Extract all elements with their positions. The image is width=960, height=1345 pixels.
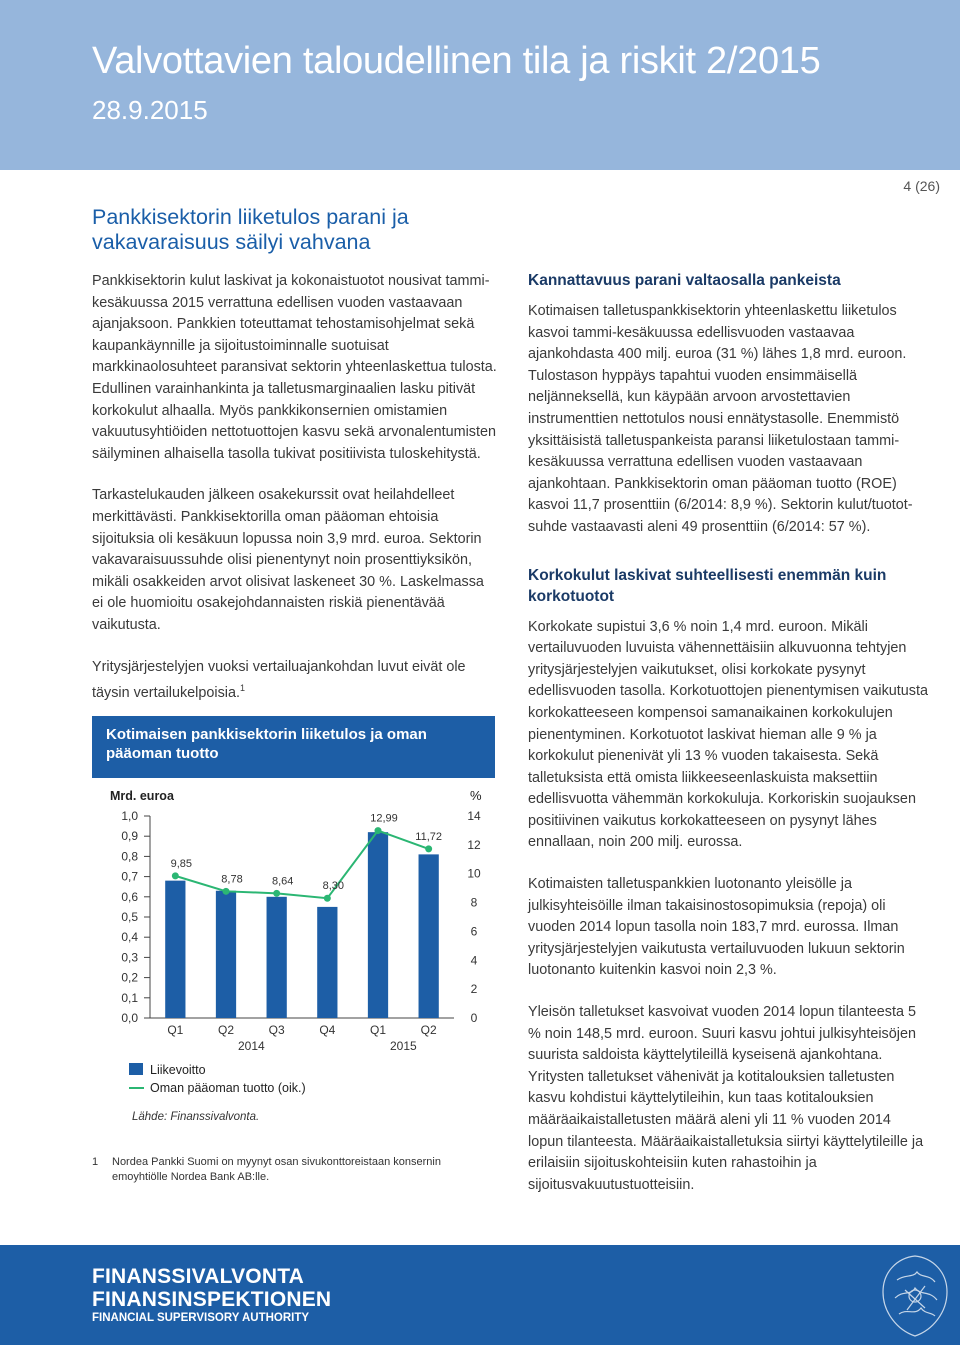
bar-q1-4 [368,832,388,1018]
right-axis-unit: % [470,788,482,803]
right-tick-label: 10 [467,866,481,881]
left-paragraph-1: Pankkisektorin kulut laskivat ja kokonaistuotot nousivat tammi-kesäkuussa 2015 verrattuna edellisen vuoden vastaavaan ajanjaksoon. Pankkien toteuttamat tehostamisohjelmat sekä kaupankäynnille ja sijoitustoiminnalle suotuisat markkinaolosuhteet paransivat sektorin yhteenlaskettua tulosta. Edullinen varainhankinta ja talletusmarginaalien lasku pitivät korkokulut alhaalla. Myös pankkikonsernien omistamien vakuutusyhtiöiden nettotuottojen kasvu sekä arvonalentumisten säilyminen alhaisella tasolla tukivat positiivista tuloskehitystä. [92,273,497,462]
left-tick-label: 0,0 [121,1011,138,1025]
footnote [92,1155,497,1185]
left-tick-label: 0,7 [121,869,138,884]
right-heading-1: Kannattavuus parani valtaosalla pankeista [528,272,841,289]
chart-title-box [92,716,495,778]
legend-bar-swatch [129,1063,143,1075]
roe-point [273,890,280,897]
document-title: Valvottavien taloudellinen tila ja riskit 2/2015 [92,40,821,82]
document-date: 28.9.2015 [92,95,208,125]
right-paragraph-1: Kotimaisen talletuspankkisektorin yhteenlaskettu liiketulos kasvoi tammi-kesäkuussa edellisvuoden vastaavaa ajankohdasta 400 milj. euroa (31 %) lähes 1,8 mrd. euroon. Tulostason hyppäys tapahtui vuoden ensimmäisellä neljänneksellä, kun käypään arvoon arvostettavien instrumenttien nettotulos nousi ennätystasolle. Enemmistö yksittäisistä talletuspankeista paransi liiketulostaan tammi-kesäkuussa verrattuna edellisen vuoden vastaavaan ajankohtaan. Pankkisektorin oman pääoman tuotto (ROE) kasvoi 11,7 prosenttiin (6/2014: 8,9 %). Sektorin kulut/tuotot-suhde vastaavasti aleni 49 prosenttiin (6/2014: 57 %). [528,303,913,535]
left-axis-unit: Mrd. euroa [110,789,174,803]
header-banner [0,0,960,170]
bar-q1-0 [165,881,185,1018]
left-tick-label: 1,0 [121,809,138,823]
left-paragraph-3 [92,657,497,705]
right-axis-ticks [467,809,481,1025]
left-tick-label: 0,9 [121,829,138,844]
roe-points [171,813,442,902]
right-tick-label: 0 [470,1011,478,1025]
right-tick-label: 2 [470,982,478,997]
left-paragraph-2: Tarkastelukauden jälkeen osakekurssit ovat heilahdelleet merkittävästi. Pankkisektorilla oman pääoman ehtoisia sijoituksia oli kesäkuun lopussa noin 3,9 mrd. euroa. Sektorin vakavaraisuussuhde olisi pienentynyt noin prosenttiyksikön, mikäli osakkeiden arvot olisivat laskeneet 30 %. Laskelmassa ei ole huomioitu osakejohdannaisten riskiä pienentävää vaikutusta. [92,487,484,633]
roe-data-label: 9,85 [170,857,193,870]
left-tick-label: 0,2 [121,970,138,985]
left-tick-label: 0,3 [121,950,138,965]
right-paragraph-2: Korkokate supistui 3,6 % noin 1,4 mrd. euroon. Mikäli vertailuvuoden luvuista vähennettäisiin alkuvuonna tehtyjen yritysjärjestelyjen vaikutukset, olisi korkokate pysynyt edellisvuoden tasolla. Korkotuottojen pienentymisen vaikutusta korkokatteeseen kompensoi samanaikainen korkokulujen pienentyminen. Korkotuotot laskivat hieman alle 9 % ja korkokulut pienenivät yli 13 % vuoden takaisesta. Sekä talletuksista että omista liikkeeseenlaskuista maksettiin edellisvuotta vähemmän korkokuluja. Korkoriskin suojauksen positiivinen vaikutus korkokatteeseen on pysynyt lähes ennallaan, noin 200 milj. eurossa. [528,618,928,851]
left-tick-label: 0,4 [121,930,138,945]
right-heading-2: Korkokulut laskivat suhteellisesti enemmän kuin korkotuotot [528,566,887,605]
right-tick-label: 12 [467,837,481,852]
right-paragraph-3: Kotimaisten talletuspankkien luotonanto yleisölle ja julkisyhteisöille ilman takaisinostosopimuksia (repoja) oli vuoden 2014 lopun tasolla noin 183,7 mrd. eurossa. Ilman yritysjärjestelyjen vaikutusta vertailuvuoden lukuun sektorin luotonanto kuitenkin kasvoi noin 2,3 %. [528,876,905,979]
page-number: 4 (26) [903,178,940,194]
legend-bar-label: Liikevoitto [150,1063,206,1077]
logo-text-en: FINANCIAL SUPERVISORY AUTHORITY [92,1312,310,1324]
logo-text-sv: FINANSINSPEKTIONEN [92,1288,332,1311]
right-tick-label: 14 [467,809,481,823]
roe-line [175,831,428,899]
left-tick-label: 0,8 [121,849,138,864]
roe-point [172,872,179,879]
lion-emblem-icon [875,1250,955,1342]
x-axis-labels [167,1023,437,1053]
roe-data-label: 11,72 [415,830,443,843]
footer-banner [0,1245,960,1345]
year-label: 2015 [389,1039,417,1053]
bar-series [165,832,439,1018]
roe-point [375,827,382,834]
x-tick-label: Q1 [369,1023,387,1037]
footnote-number: 1 [92,1156,99,1168]
x-tick-label: Q2 [420,1023,437,1037]
right-paragraph-4: Yleisön talletukset kasvoivat vuoden 2014 lopun tilanteesta 5 % noin 148,5 mrd. euroon. Suuri kasvu johtui julkisyhteisöjen suurista saldoista käyttelytileillä kyseisenä ajankohtana. Yritysten talletukset vähenivät ja kotitalouksien talletusten kasvu kohdistui käyttelytileihin, kun taas kotitalouksien määräaikaistalletusten määrä aleni yli 11 % vuoden 2014 lopun tilanteesta. Määräaikaistalletuksia siirtyi käyttelytileille ja erilaisiin sijoituskohteisiin kuten rahastoihin ja sijoitusvakuutustuotteisiin. [528,1004,924,1193]
bar-q2-5 [419,854,439,1018]
chart-source: Lähde: Finanssivalvonta. [132,1111,260,1123]
left-paragraph-3-text: Yritysjärjestelyjen vuoksi vertailuajankohdan luvut eivät ole täysin vertailukelpoisia. [92,658,466,701]
left-column [92,205,497,724]
left-axis-ticks [121,809,150,1025]
roe-point [324,895,331,902]
chart-title: Kotimaisen pankkisektorin liiketulos ja oman pääoman tuotto [106,726,427,762]
roe-point [223,888,230,895]
left-tick-label: 0,5 [121,910,138,924]
bar-q2-1 [216,891,236,1018]
footnote-reference: 1 [239,683,245,694]
roe-data-label: 8,30 [322,880,345,893]
profit-roe-chart [92,778,502,1128]
roe-data-label: 8,64 [271,875,294,888]
left-tick-label: 0,1 [121,990,138,1005]
bar-q4-3 [317,907,337,1018]
bar-q3-2 [267,897,287,1018]
footnote-text: Nordea Pankki Suomi on myynyt osan sivukonttoreistaan konsernin emoyhtiölle Nordea Bank AB:lle. [112,1156,441,1183]
x-tick-label: Q4 [319,1023,336,1037]
right-column [528,270,928,1216]
logo-text-fi: FINANSSIVALVONTA [92,1265,305,1288]
roe-data-label: 12,99 [370,812,398,825]
year-label: 2014 [237,1039,265,1053]
right-tick-label: 4 [470,953,478,968]
right-tick-label: 6 [470,924,478,939]
left-heading: Pankkisektorin liiketulos parani ja vakavaraisuus säilyi vahvana [92,205,409,254]
x-tick-label: Q1 [167,1023,184,1037]
x-tick-label: Q2 [217,1023,235,1037]
legend-line-label: Oman pääoman tuotto (oik.) [150,1081,306,1095]
right-tick-label: 8 [470,895,478,910]
roe-point [425,845,432,852]
left-tick-label: 0,6 [121,889,138,904]
roe-data-label: 8,78 [221,873,243,886]
x-tick-label: Q3 [268,1023,285,1037]
